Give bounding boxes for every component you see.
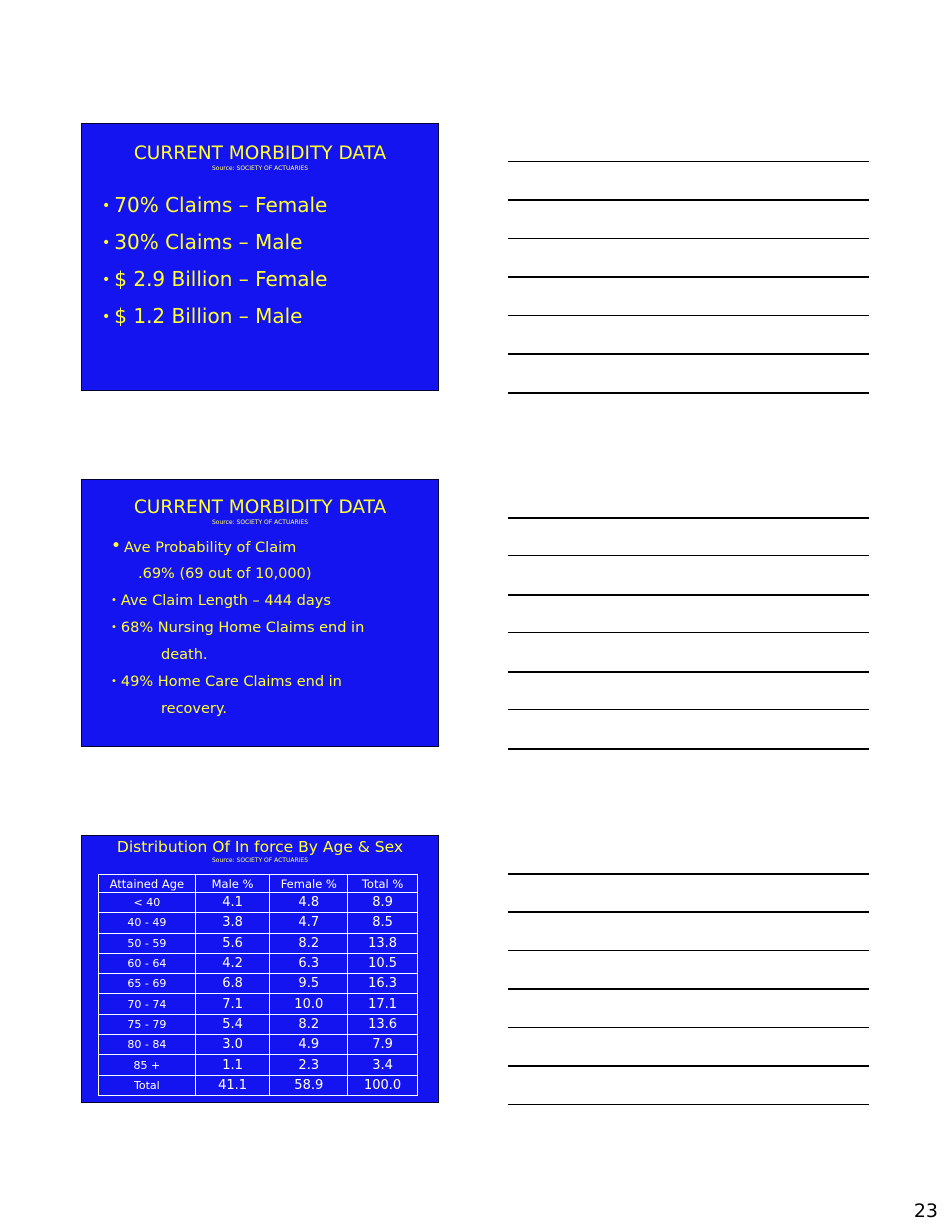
note-line [508, 671, 869, 673]
table-row [99, 913, 418, 933]
table-cell: 7.9 [348, 1035, 418, 1055]
table-cell: 1.1 [195, 1055, 270, 1075]
table-cell: Total [99, 1075, 196, 1095]
bullet-item [102, 304, 302, 329]
note-line [508, 873, 869, 875]
column-header: Male % [195, 875, 270, 893]
table-cell: 75 - 79 [99, 1014, 196, 1034]
table-cell: 4.1 [195, 893, 270, 913]
note-line [508, 238, 869, 239]
note-line [508, 1104, 869, 1105]
table-row [99, 974, 418, 994]
note-line [508, 517, 869, 519]
bullet-text: 30% Claims – Male [114, 230, 303, 254]
bullet-text: 68% Nursing Home Claims end in [120, 620, 365, 636]
table-row [99, 953, 418, 973]
table-row [99, 994, 418, 1014]
table-cell: 60 - 64 [99, 953, 196, 973]
table-cell: 80 - 84 [99, 1035, 196, 1055]
table-cell: 10.5 [348, 953, 418, 973]
bullet-text: 70% Claims – Female [114, 193, 328, 217]
table-cell: 2.3 [270, 1055, 348, 1075]
table-cell: 85 + [99, 1055, 196, 1075]
note-line [508, 911, 869, 913]
table-cell: 4.2 [195, 953, 270, 973]
table-cell: 5.4 [195, 1014, 270, 1034]
slide-3 [81, 835, 439, 1103]
table-cell: 40 - 49 [99, 913, 196, 933]
table-header-row [99, 875, 418, 893]
bullet-continuation [161, 699, 227, 719]
bullet-text: recovery. [161, 701, 227, 717]
bullet-item [111, 618, 364, 638]
table-cell: 9.5 [270, 974, 348, 994]
bullet-dot-icon: • [111, 622, 117, 633]
slide-title: CURRENT MORBIDITY DATA [133, 497, 387, 518]
bullet-text: death. [161, 647, 208, 663]
table-cell: 5.6 [195, 933, 270, 953]
table-cell: 7.1 [195, 994, 270, 1014]
bullet-dot-icon: • [111, 676, 117, 687]
slide-2 [81, 479, 439, 747]
bullet-continuation [161, 645, 208, 665]
column-header: Total % [348, 875, 418, 893]
table-cell: 8.2 [270, 1014, 348, 1034]
note-line [508, 276, 869, 278]
table-row [99, 893, 418, 913]
bullet-text: Ave Probability of Claim [124, 540, 297, 556]
table-cell: 4.7 [270, 913, 348, 933]
page-number: 23 [913, 1200, 938, 1222]
bullet-dot-icon: • [111, 536, 122, 556]
table-cell: 6.3 [270, 953, 348, 973]
note-line [508, 709, 869, 710]
table-cell: 3.4 [348, 1055, 418, 1075]
column-header: Attained Age [99, 875, 196, 893]
table-cell: 10.0 [270, 994, 348, 1014]
table-cell: 13.8 [348, 933, 418, 953]
note-line [508, 199, 869, 201]
bullet-dot-icon: • [102, 198, 111, 214]
bullet-text: $ 1.2 Billion – Male [114, 304, 303, 328]
table-row [99, 1055, 418, 1075]
slide-source: Source: SOCIETY OF ACTUARIES [211, 519, 309, 526]
column-header: Female % [270, 875, 348, 893]
table-cell: 4.8 [270, 893, 348, 913]
table-cell: 16.3 [348, 974, 418, 994]
table-cell: 8.9 [348, 893, 418, 913]
slide-1 [81, 123, 439, 391]
bullet-text: .69% (69 out of 10,000) [138, 566, 312, 582]
bullet-item [111, 591, 331, 611]
slide-title: Distribution Of In force By Age & Sex [116, 838, 404, 856]
bullet-dot-icon: • [111, 595, 117, 606]
table-cell: 17.1 [348, 994, 418, 1014]
table-cell: 41.1 [195, 1075, 270, 1095]
distribution-table [98, 874, 418, 1096]
note-line [508, 1027, 869, 1028]
note-line [508, 555, 869, 556]
bullet-continuation [138, 564, 312, 584]
bullet-text: $ 2.9 Billion – Female [114, 267, 328, 291]
note-line [508, 161, 869, 162]
table-cell: 4.9 [270, 1035, 348, 1055]
table-cell: 3.8 [195, 913, 270, 933]
table-row [99, 1014, 418, 1034]
table-row [99, 1035, 418, 1055]
bullet-dot-icon: • [102, 309, 111, 325]
bullet-item [111, 672, 342, 692]
bullet-item [111, 536, 296, 558]
table-cell: 8.2 [270, 933, 348, 953]
table-cell: 70 - 74 [99, 994, 196, 1014]
table-cell: 100.0 [348, 1075, 418, 1095]
bullet-dot-icon: • [102, 272, 111, 288]
table-cell: 50 - 59 [99, 933, 196, 953]
bullet-item [102, 267, 327, 292]
note-line [508, 748, 869, 750]
note-line [508, 392, 869, 394]
table-total-row [99, 1075, 418, 1095]
note-line [508, 594, 869, 596]
bullet-text: Ave Claim Length – 444 days [120, 593, 331, 609]
table-cell: 13.6 [348, 1014, 418, 1034]
note-line [508, 988, 869, 990]
table-cell: 8.5 [348, 913, 418, 933]
slide-source: Source: SOCIETY OF ACTUARIES [211, 165, 309, 172]
note-line [508, 950, 869, 951]
bullet-item [102, 193, 327, 218]
table-row [99, 933, 418, 953]
table-cell: 58.9 [270, 1075, 348, 1095]
note-line [508, 315, 869, 316]
note-line [508, 1065, 869, 1067]
bullet-text: 49% Home Care Claims end in [120, 674, 342, 690]
bullet-dot-icon: • [102, 235, 111, 251]
slide-title: CURRENT MORBIDITY DATA [133, 143, 387, 164]
table-cell: < 40 [99, 893, 196, 913]
table-cell: 65 - 69 [99, 974, 196, 994]
slide-source: Source: SOCIETY OF ACTUARIES [211, 857, 309, 864]
note-line [508, 353, 869, 355]
bullet-item [102, 230, 302, 255]
table-cell: 3.0 [195, 1035, 270, 1055]
note-line [508, 632, 869, 633]
table-cell: 6.8 [195, 974, 270, 994]
